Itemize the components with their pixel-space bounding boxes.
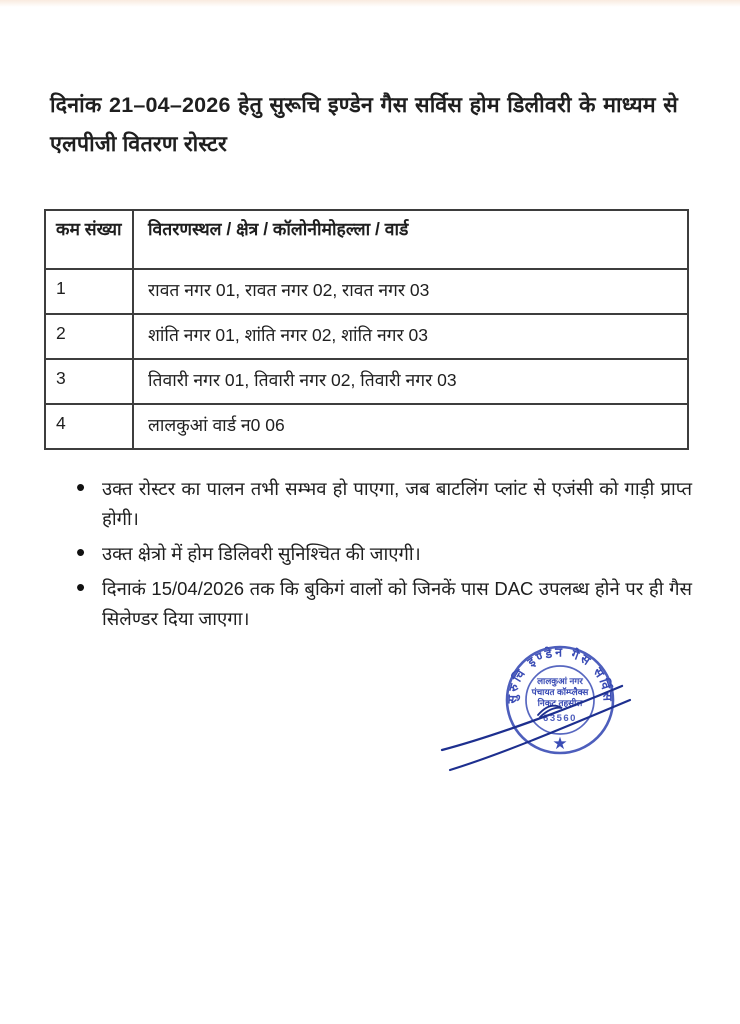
page-title: दिनांक 21–04–2026 हेतु सुरूचि इण्डेन गैस सर्विस होम डिलीवरी के माध्यम से एलपीजी वितरण रोस्टर: [50, 93, 678, 156]
serial-cell: 4: [45, 404, 133, 449]
stamp-number: 63560: [543, 713, 577, 724]
table-row: [45, 269, 688, 314]
scan-edge-band: [0, 0, 740, 7]
rubber-stamp: [425, 618, 665, 798]
serial-cell: 3: [45, 359, 133, 404]
note-item: • उक्त रोस्टर का पालन तभी सम्भव हो पाएगा, जब बाटलिंग प्लांट से एजंसी को गाड़ी प्राप्त होगी।: [72, 474, 692, 534]
column-header-serial: कम संख्या: [45, 210, 133, 269]
serial-cell: 2: [45, 314, 133, 359]
stamp-ring-text-path: सुरुचि इण्डेन गैस सर्विस: [505, 645, 615, 704]
stamp-graphic: [425, 618, 665, 798]
area-cell: शांति नगर 01, शांति नगर 02, शांति नगर 03: [133, 314, 688, 359]
table-row: [45, 314, 688, 359]
table-row: [45, 359, 688, 404]
signature-stroke-2: [450, 700, 630, 770]
stamp-address-line1: लालकुआं नगर: [537, 676, 583, 686]
roster-table: [44, 209, 689, 450]
table-header-row: [45, 210, 688, 269]
area-cell: तिवारी नगर 01, तिवारी नगर 02, तिवारी नगर 03: [133, 359, 688, 404]
stamp-address-line3: निकट तहसील: [537, 698, 583, 708]
serial-cell: 1: [45, 269, 133, 314]
stamp-star-icon: ★: [552, 734, 568, 753]
note-item: • उक्त क्षेत्रो में होम डिलिवरी सुनिश्चित की जाएगी।: [72, 539, 692, 569]
area-cell: रावत नगर 01, रावत नगर 02, रावत नगर 03: [133, 269, 688, 314]
table-row: [45, 404, 688, 449]
notes-list: [72, 474, 692, 639]
stamp-address-line2: पंचायत कॉम्प्लैक्स: [531, 687, 589, 697]
area-cell: लालकुआं वार्ड न0 06: [133, 404, 688, 449]
column-header-area: वितरणस्थल / क्षेत्र / कॉलोनीमोहल्ला / वार्ड: [133, 210, 688, 269]
note-item: • दिनाकं 15/04/2026 तक कि बुकिगं वालों को जिनकें पास DAC उपलब्ध होने पर ही गैस सिलेण्डर दिया जाएगा।: [72, 574, 692, 634]
